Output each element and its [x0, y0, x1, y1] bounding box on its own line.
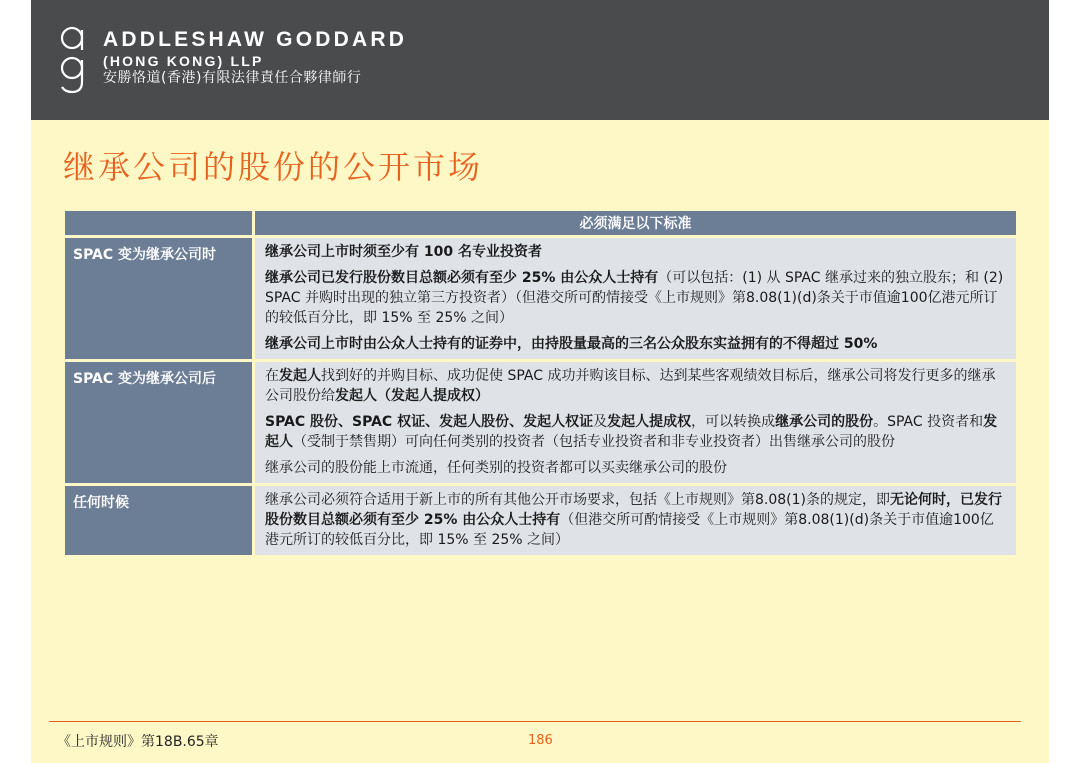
column-header: 必须满足以下标准: [255, 211, 1016, 235]
footer-divider: [49, 721, 1021, 722]
header-bar: [31, 0, 1049, 120]
criterion-text: 继承公司上市时须至少有 100 名专业投资者: [265, 244, 542, 260]
row-content: [255, 486, 1016, 555]
criterion-text: 继承公司上市时由公众人士持有的证券中，由持股量最高的三名公众股东实益拥有的不得超过 50%: [265, 336, 878, 352]
table-row: [65, 362, 1016, 483]
table-header-row: [65, 211, 1016, 235]
ag-logo-icon: [57, 24, 91, 96]
table-row: [65, 238, 1016, 359]
page-title: 继承公司的股份的公开市场: [63, 148, 484, 186]
criterion-text: 在发起人找到好的并购目标、成功促使 SPAC 成功并购该目标、达到某些客观绩效目标后，继承公司将发行更多的继承公司股份给发起人（发起人提成权）: [265, 368, 996, 404]
criterion-text: 继承公司必须符合适用于新上市的所有其他公开市场要求，包括《上市规则》第8.08(1)条的规定，即无论何时，已发行股份数目总额必须有至少 25% 由公众人士持有（但港交所可酌情接受《上市规则》第8.08(1)(d)条关于市值逾100亿港元所订的较低百分比，即 15% 至 25% 之间）: [265, 492, 1003, 548]
firm-name-line2: (HONG KONG) LLP: [103, 53, 264, 69]
criterion-text: SPAC 股份、SPAC 权证、发起人股份、发起人权证及发起人提成权，可以转换成继承公司的股份。SPAC 投资者和发起人（受制于禁售期）可向任何类别的投资者（包括专业投资者和非专业投资者）出售继承公司的股份: [265, 414, 998, 450]
firm-name-chinese: 安勝恪道(香港)有限法律責任合夥律師行: [103, 70, 362, 86]
row-label: 任何时候: [65, 486, 252, 555]
firm-name: [103, 28, 407, 87]
criteria-table: [62, 208, 1019, 558]
criterion-text: 继承公司的股份能上市流通，任何类别的投资者都可以买卖继承公司的股份: [265, 460, 727, 476]
row-label: SPAC 变为继承公司后: [65, 362, 252, 483]
row-content: [255, 238, 1016, 359]
slide: [31, 0, 1049, 763]
firm-name-line1: ADDLESHAW GODDARD: [103, 28, 408, 51]
page-number: 186: [528, 733, 553, 748]
table-row: [65, 486, 1016, 555]
footer-reference: 《上市规则》第18B.65章: [57, 734, 219, 750]
row-content: [255, 362, 1016, 483]
table-corner-cell: [65, 211, 252, 235]
row-label: SPAC 变为继承公司时: [65, 238, 252, 359]
criterion-text: 继承公司已发行股份数目总额必须有至少 25% 由公众人士持有（可以包括：(1) 从 SPAC 继承过来的独立股东；和 (2) SPAC 并购时出现的独立第三方投资者）（但港交所可酌情接受《上市规则》第8.08(1)(d)条关于市值逾100亿港元所订的较低百分比，即 15% 至 25% 之间）: [265, 270, 1004, 326]
